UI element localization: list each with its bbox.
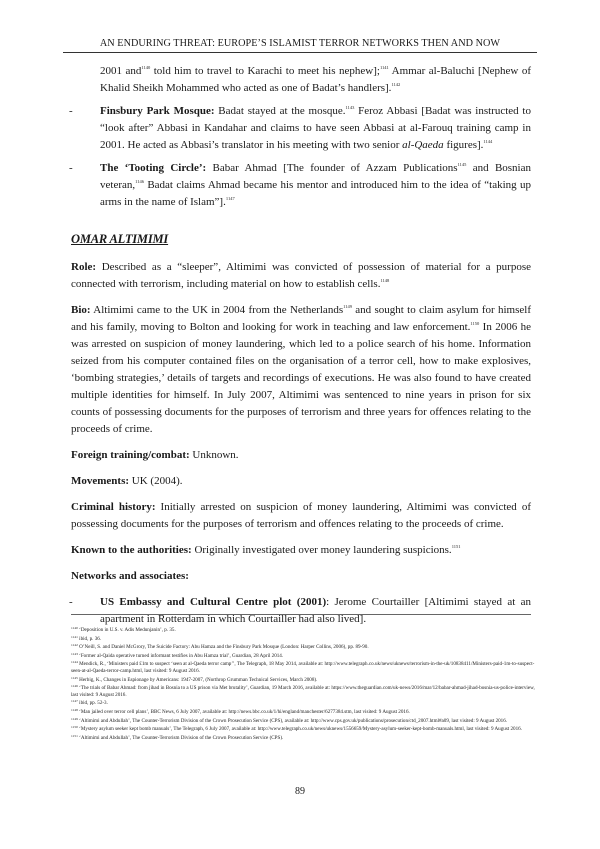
- known-authorities-paragraph: [71, 542, 531, 559]
- footnote: [71, 733, 536, 742]
- bullet-label: US Embassy and Cultural Centre plot (2001): [100, 596, 327, 608]
- bullet-tooting-circle: [69, 160, 531, 211]
- bullet-label: Finsbury Park Mosque:: [100, 105, 215, 117]
- footnote-ref[interactable]: 1140: [141, 65, 151, 70]
- footnote-ref[interactable]: 1146: [135, 179, 144, 184]
- footnote-number: 1142: [71, 643, 78, 648]
- footnote-number: 1141: [71, 634, 78, 639]
- footnote: [71, 675, 536, 684]
- footnote: [71, 707, 536, 716]
- footnote-ref[interactable]: 1142: [391, 82, 401, 87]
- footnote-number: 1144: [71, 660, 78, 665]
- footnote-number: 1148: [71, 707, 78, 712]
- footnote-text: ‘Mystery asylum seeker kept bomb manuals’, The Telegraph, 6 July 2007, available at: http://www.telegraph.co.uk/news/uknews/1556659/Mystery-asylum-seeker-kept-bomb-manuals.html, last visited: 9 August 2016.: [79, 726, 522, 733]
- footnote-text: ibid, pp. 52-3.: [79, 700, 108, 707]
- field-label: Criminal history:: [71, 501, 156, 513]
- footnote-text: ibid, p. 36.: [79, 635, 102, 642]
- bullet-label: The ‘Tooting Circle’:: [100, 162, 207, 174]
- movements-paragraph: [71, 473, 531, 490]
- footnote-number: 1151: [71, 733, 78, 738]
- bullet-text: Badat stayed at the mosque.: [214, 105, 346, 117]
- bio-paragraph: [71, 302, 531, 438]
- foreign-training-paragraph: [71, 447, 531, 464]
- footnote-text: ‘The trials of Babar Ahmad: from jihad in Bosnia to a US prison via Met brutality’, Guardian, 19 March 2016, available at: https://www.theguardian.com/uk-news/2016/mar/12/babar-ahmad-jihad-bosnia-us-police-interview, last visited: 9 August 2016.: [71, 685, 535, 698]
- bullet-us-embassy-plot: [69, 594, 531, 628]
- criminal-history-paragraph: [71, 499, 531, 533]
- footnote-number: 1140: [71, 626, 78, 630]
- footnote: [71, 659, 536, 674]
- footnote-ref[interactable]: 1150: [470, 321, 480, 326]
- field-label: Role:: [71, 261, 97, 273]
- bullet-dash-icon: -: [69, 105, 73, 117]
- bullet-italic: al-Qaeda: [402, 139, 444, 151]
- field-text: Unknown.: [189, 449, 239, 461]
- footnote-number: 1143: [71, 651, 78, 656]
- footnote-ref[interactable]: 1141: [379, 65, 389, 70]
- bullet-text: and Bosnian veteran,: [100, 162, 531, 191]
- bullet-text: 2001 and: [100, 65, 142, 77]
- footnote: [71, 625, 536, 634]
- field-label: Bio:: [71, 304, 91, 316]
- field-label: Networks and associates:: [71, 570, 189, 582]
- footnote-text: ‘Former al-Qaida operative turned informant testifies in Abu Hamza trial’, Guardian, 28 April 2014.: [79, 652, 284, 659]
- bullet-text: : Jerome Courtailler [Altimimi stayed at an apartment in Rotterdam in which Courtailler had also lived].: [100, 596, 531, 625]
- field-label: Movements:: [71, 475, 130, 487]
- footnote-text: O’Neill, S. and Daniel McGrory, The Suicide Factory: Abu Hamza and the Finsbury Park Mosque (London: Harper Collins, 2006), pp. 89-90.: [79, 644, 369, 651]
- footnote-divider: [71, 614, 531, 615]
- footnote-number: 1150: [71, 725, 78, 730]
- role-paragraph: [71, 259, 531, 293]
- footnote-ref[interactable]: 1151: [451, 544, 461, 549]
- field-text: Described as a “sleeper”, Altimimi was convicted of possession of material for a purpose connected with terrorism, including material on how to establish cells.: [71, 261, 531, 290]
- footnote-text: ‘Deposition in U.S. v. Adis Medunjanin’, p. 35.: [79, 627, 176, 633]
- footnote-ref[interactable]: 1144: [483, 139, 493, 144]
- bullet-dash-icon: -: [69, 596, 73, 608]
- footnote-number: 1146: [71, 684, 78, 689]
- bullet-text: figures].: [443, 139, 484, 151]
- footnote-text: Herbig, K., Changes in Espionage by Americans: 1947-2007, (Northrop Grumman Technical Services, March 2008).: [79, 676, 318, 683]
- running-header: AN ENDURING THREAT: EUROPE’S ISLAMIST TERROR NETWORKS THEN AND NOW: [63, 38, 537, 53]
- field-text: In 2006 he was arrested on suspicion of money laundering, which led to a police search of his home. Information seized from his computer contained files on the organisation of a terror cell, how to make explosives, ‘bombing strategies,’ details of targets and recordings of executions. He was also found to have created multiple identities for himself. In July 2007, Altimimi was sentenced to nine years in prison for six counts of possessing documents for the purposes of terrorism and three years for offences relating to the proceeds of crime.: [71, 321, 532, 435]
- footnote-number: 1145: [71, 675, 78, 680]
- footnote-text: ‘Altimimi and Abdullah’, The Counter-Terrorism Division of the Crown Prosecution Service (CPS), available at: http://www.cps.gov.uk/publications/prosecution/ctd_2007.html#a09, last visited: 9 August 2016.: [79, 717, 508, 724]
- field-text: UK (2004).: [129, 475, 183, 487]
- field-text: Originally investigated over money laundering suspicions.: [191, 544, 452, 556]
- bullet-finsbury-park: [69, 103, 531, 154]
- footnote: [71, 651, 536, 660]
- footnote: [71, 724, 536, 733]
- section-heading: OMAR ALTIMIMI: [71, 232, 169, 246]
- footnote-ref[interactable]: 1149: [343, 304, 352, 309]
- bullet-text: told him to travel to Karachi to meet his nephew];: [150, 65, 380, 77]
- bullet-dash-icon: -: [69, 162, 73, 174]
- footnote-ref[interactable]: 1148: [380, 278, 390, 283]
- footnote: [71, 698, 536, 707]
- footnote-ref[interactable]: 1147: [225, 196, 235, 201]
- footnote-number: 1149: [71, 716, 78, 721]
- bullet-text: Ammar al-Baluchi [Nephew of Khalid Sheikh Mohammed who acted as one of Badat’s handlers].: [100, 65, 531, 94]
- footnote: [71, 716, 536, 725]
- footnote: [71, 642, 536, 651]
- footnote-number: 1147: [71, 699, 78, 704]
- footnote-ref[interactable]: 1143: [345, 105, 355, 110]
- footnotes: [71, 625, 536, 741]
- footnote-text: ‘Man jailed over terror cell plans’, BBC News, 6 July 2007, available at: http://news.bbc.co.uk/1/hi/england/manchester/6277384.stm, last visited: 9 August 2016.: [79, 708, 410, 715]
- footnote: [71, 634, 536, 643]
- footnote-text: Mendick, R., ‘Ministers paid £1m to suspect ‘seen at al-Qaeda terror camp’’, The Telegraph, 18 May 2014, available at: http://www.telegraph.co.uk/news/uknews/terrorism-in-the-uk/10838411/Ministers-paid-1m-to-suspect-seen-at-al-Qaeda-terror-camp.html, last visited: 9 August 2016.: [71, 661, 535, 674]
- bullet-text: Feroz Abbasi [Badat was instructed to “look after” Abbasi in Kandahar and claims to have seen Abbasi at al-Farouq training camp in 2001. He acted as Abbasi’s translator in his meeting with two senior: [100, 105, 531, 151]
- networks-paragraph: [71, 568, 531, 585]
- field-text: Initially arrested on suspicion of money laundering, Altimimi was convicted of possessing documents for the purposes of terrorism and offences relating to the proceeds of crime.: [71, 501, 531, 530]
- footnote-text: ‘Altimimi and Abdullah’, The Counter-Terrorism Division of the Crown Prosecution Service (CPS).: [79, 734, 284, 741]
- bullet-text: Babar Ahmad [The founder of Azzam Publications: [206, 162, 458, 174]
- field-text: and sought to claim asylum for himself and his family, moving to Bolton and looking for work in teaching and law enforcement.: [71, 304, 531, 333]
- page-body: [71, 63, 531, 634]
- field-label: Foreign training/combat:: [71, 449, 190, 461]
- continued-bullet: [77, 63, 531, 97]
- page-number: 89: [295, 786, 305, 797]
- footnote: [71, 683, 536, 698]
- field-label: Known to the authorities:: [71, 544, 192, 556]
- field-text: Altimimi came to the UK in 2004 from the Netherlands: [90, 304, 344, 316]
- footnote-ref[interactable]: 1145: [457, 162, 467, 167]
- bullet-text: Badat claims Ahmad became his mentor and introduced him to the idea of “taking up arms in the name of Islam”].: [100, 179, 531, 208]
